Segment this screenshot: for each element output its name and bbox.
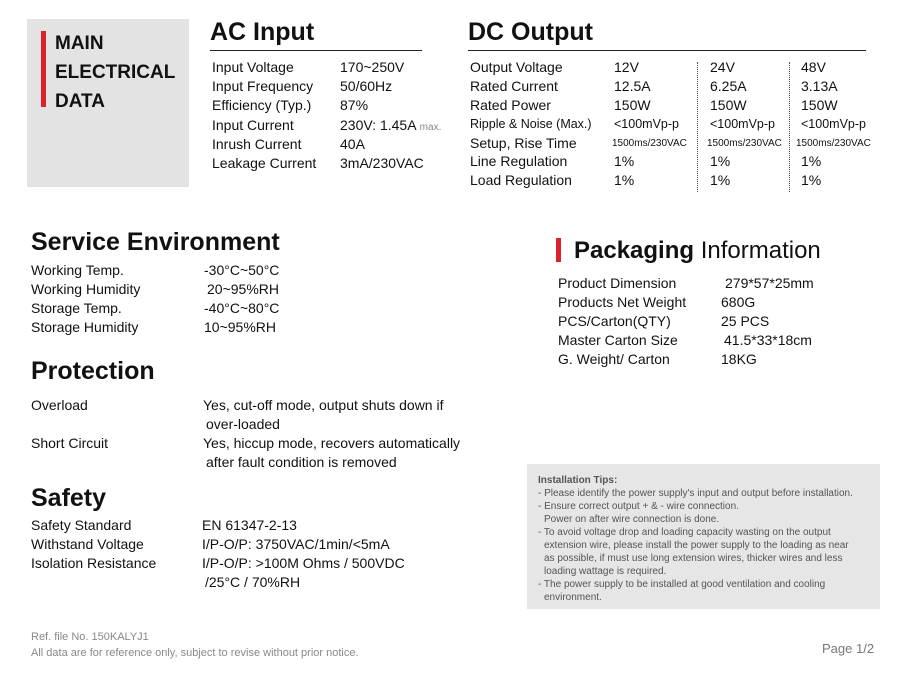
row-value: 279*57*25mm bbox=[725, 275, 814, 291]
row-label: Isolation Resistance bbox=[31, 555, 157, 571]
tips-line: Power on after wire connection is done. bbox=[544, 514, 720, 525]
accent-bar bbox=[41, 31, 46, 107]
ac-input-title: AC Input bbox=[210, 18, 315, 46]
row-label: Working Humidity bbox=[31, 281, 141, 297]
row-value: <100mVp-p bbox=[801, 117, 866, 131]
row-label: Storage Humidity bbox=[31, 319, 139, 335]
row-value: 150W bbox=[614, 97, 651, 113]
row-value: 1500ms/230VAC bbox=[612, 138, 687, 149]
row-value: 18KG bbox=[721, 351, 757, 367]
row-value: -30°C~50°C bbox=[204, 262, 280, 278]
disclaimer: All data are for reference only, subject to revise without prior notice. bbox=[31, 647, 359, 659]
row-label: Efficiency (Typ.) bbox=[212, 97, 312, 113]
row-label: Storage Temp. bbox=[31, 300, 122, 316]
row-value: 24V bbox=[710, 59, 735, 75]
row-label: Safety Standard bbox=[31, 517, 132, 533]
row-value: over-loaded bbox=[206, 416, 280, 432]
row-value: -40°C~80°C bbox=[204, 300, 280, 316]
row-value bbox=[340, 117, 441, 133]
row-label: Input Frequency bbox=[212, 78, 314, 94]
row-value: EN 61347-2-13 bbox=[202, 517, 297, 533]
row-value: <100mVp-p bbox=[614, 117, 679, 131]
input-current-value: 230V: 1.45A bbox=[340, 117, 416, 133]
packaging-title bbox=[574, 237, 821, 265]
row-label: Overload bbox=[31, 397, 88, 413]
row-value: 20~95%RH bbox=[207, 281, 279, 297]
row-value: /25°C / 70%RH bbox=[205, 574, 301, 590]
ref-file-number: Ref. file No. 150KALYJ1 bbox=[31, 631, 149, 643]
row-value: 40A bbox=[340, 136, 365, 152]
row-label: Inrush Current bbox=[212, 136, 302, 152]
row-value: 10~95%RH bbox=[204, 319, 276, 335]
row-value: 12V bbox=[614, 59, 639, 75]
main-title-line: DATA bbox=[55, 91, 105, 112]
accent-bar bbox=[556, 238, 561, 262]
row-label: PCS/Carton(QTY) bbox=[558, 313, 671, 329]
row-value: 25 PCS bbox=[721, 313, 770, 329]
row-value: 1% bbox=[614, 153, 635, 169]
max-suffix: max. bbox=[419, 122, 442, 133]
row-label: Rated Power bbox=[470, 97, 551, 113]
row-label: Output Voltage bbox=[470, 59, 563, 75]
tips-line: - Ensure correct output + & - wire connection. bbox=[538, 501, 739, 512]
tips-line: as possible, if must use long extension wires, thicker wires and less bbox=[544, 553, 843, 564]
row-value: 1500ms/230VAC bbox=[796, 138, 871, 149]
row-value: 150W bbox=[710, 97, 747, 113]
row-label: Products Net Weight bbox=[558, 294, 687, 310]
service-environment-title: Service Environment bbox=[31, 228, 280, 256]
row-label: G. Weight/ Carton bbox=[558, 351, 670, 367]
row-label: Setup, Rise Time bbox=[470, 135, 577, 151]
row-label: Rated Current bbox=[470, 78, 558, 94]
row-label: Load Regulation bbox=[470, 172, 572, 188]
row-value: 41.5*33*18cm bbox=[724, 332, 812, 348]
row-label: Input Voltage bbox=[212, 59, 294, 75]
row-value: 1% bbox=[710, 153, 731, 169]
row-value: 50/60Hz bbox=[340, 78, 393, 94]
packaging-title-bold: Packaging bbox=[574, 237, 695, 264]
safety-title: Safety bbox=[31, 484, 107, 512]
column-separator bbox=[789, 62, 790, 192]
row-value: 1% bbox=[801, 153, 822, 169]
row-value: 1% bbox=[801, 172, 822, 188]
page-number: Page 1/2 bbox=[822, 641, 875, 656]
row-value: after fault condition is removed bbox=[206, 454, 397, 470]
tips-line: - To avoid voltage drop and loading capacity wasting on the output bbox=[538, 527, 831, 538]
row-value: <100mVp-p bbox=[710, 117, 775, 131]
row-value: Yes, cut-off mode, output shuts down if bbox=[203, 397, 444, 413]
row-value: Yes, hiccup mode, recovers automatically bbox=[203, 435, 461, 451]
tips-line: - Please identify the power supply's input and output before installation. bbox=[538, 488, 853, 499]
packaging-title-rest: Information bbox=[700, 237, 821, 264]
column-separator bbox=[697, 62, 698, 192]
row-label: Product Dimension bbox=[558, 275, 677, 291]
installation-tips bbox=[538, 474, 853, 604]
row-label: Short Circuit bbox=[31, 435, 109, 451]
row-value: 170~250V bbox=[340, 59, 405, 75]
main-title-line: ELECTRICAL bbox=[55, 62, 176, 83]
tips-line: loading wattage is required. bbox=[544, 566, 667, 577]
row-value: 3mA/230VAC bbox=[340, 155, 424, 171]
row-value: 48V bbox=[801, 59, 826, 75]
row-value: 1500ms/230VAC bbox=[707, 138, 782, 149]
row-label: Master Carton Size bbox=[558, 332, 678, 348]
row-value: 150W bbox=[801, 97, 838, 113]
main-title bbox=[55, 29, 175, 116]
main-title-line: MAIN bbox=[55, 33, 104, 54]
row-label: Working Temp. bbox=[31, 262, 124, 278]
row-value: I/P-O/P: >100M Ohms / 500VDC bbox=[202, 555, 405, 571]
tips-title: Installation Tips: bbox=[538, 475, 618, 486]
row-label: Leakage Current bbox=[212, 155, 317, 171]
row-value: I/P-O/P: 3750VAC/1min/<5mA bbox=[202, 536, 390, 552]
row-value: 87% bbox=[340, 97, 369, 113]
row-value: 680G bbox=[721, 294, 756, 310]
divider bbox=[210, 50, 422, 51]
tips-line: extension wire, please install the power supply to the loading as near bbox=[544, 540, 849, 551]
tips-line: environment. bbox=[544, 592, 602, 603]
row-value: 12.5A bbox=[614, 78, 651, 94]
row-value: 6.25A bbox=[710, 78, 747, 94]
tips-line: - The power supply to be installed at good ventilation and cooling bbox=[538, 579, 826, 590]
divider bbox=[468, 50, 866, 51]
row-value: 3.13A bbox=[801, 78, 838, 94]
dc-output-title: DC Output bbox=[468, 18, 593, 46]
row-value: 1% bbox=[710, 172, 731, 188]
row-label: Line Regulation bbox=[470, 153, 568, 169]
row-label: Ripple & Noise (Max.) bbox=[470, 117, 592, 131]
row-label: Withstand Voltage bbox=[31, 536, 144, 552]
row-value: 1% bbox=[614, 172, 635, 188]
row-label: Input Current bbox=[212, 117, 294, 133]
protection-title: Protection bbox=[31, 357, 155, 385]
